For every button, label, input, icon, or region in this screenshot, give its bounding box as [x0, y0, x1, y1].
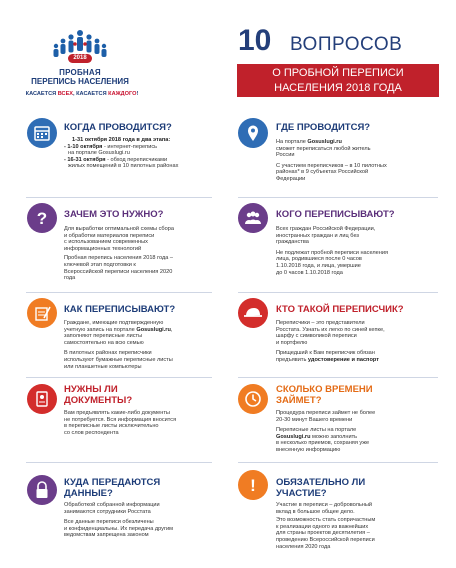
- divider: [26, 197, 212, 198]
- location-icon-circle: [238, 118, 268, 148]
- section-documents-title: НУЖНЫ ЛИ ДОКУМЕНТЫ?: [64, 384, 133, 406]
- divider: [26, 377, 212, 378]
- section-time-body: Процедура переписи займет не более 20-30 минут Вашего времени Переписные листы на портале Gosuslugi.ru можно заполнить в несколько приемов, сохраняя уже внесенную информацию: [276, 410, 376, 453]
- section-why-title: ЗАЧЕМ ЭТО НУЖНО?: [64, 209, 164, 220]
- exclamation-icon: [238, 470, 268, 500]
- header-number: 10: [238, 24, 272, 57]
- document-icon-circle: [27, 384, 57, 414]
- question-icon: [27, 203, 57, 233]
- info-icon-circle: [238, 470, 268, 500]
- section-documents-body: Вам предъявлять какие-либо документы не потребуется. Вся информация вносится в переписные листы исключительно со слов респондента: [64, 410, 177, 436]
- section-who-title: КОГО ПЕРЕПИСЫВАЮТ?: [276, 209, 395, 220]
- divider: [26, 462, 212, 463]
- calendar-icon-circle: [27, 118, 57, 148]
- calendar-icon: [27, 118, 57, 148]
- divider: [238, 292, 438, 293]
- cap-icon-circle: [238, 298, 268, 328]
- section-where-body: На портале Gosuslugi.ru сможет переписаться любой житель России С участием переписчиков – в 10 пилотных районах* в 9 субъектах Российской Федерации: [276, 139, 387, 182]
- section-how-title: КАК ПЕРЕПИСЫВАЮТ?: [64, 304, 176, 315]
- header-red-band: [237, 64, 439, 97]
- section-enumerator-body: Переписчики – это представители Росстата. Узнать их легко по синей кепке, шарфу с символикой переписи и портфелю Прищедший к Вам переписчик обязан предъявить удостоверение и паспорт: [276, 320, 385, 363]
- document-icon: [27, 384, 57, 414]
- logo-title-line2: ПЕРЕПИСЬ НАСЕЛЕНИЯ: [31, 77, 129, 86]
- cap-icon: [238, 298, 268, 328]
- people-icon-circle: [238, 203, 268, 233]
- people-icon: [238, 203, 268, 233]
- logo-slogan: КАСАЕТСЯ ВСЕХ, КАСАЕТСЯ КАЖДОГО!: [25, 91, 139, 97]
- section-enumerator-title: КТО ТАКОЙ ПЕРЕПИСЧИК?: [276, 304, 404, 315]
- section-when-title: КОГДА ПРОВОДИТСЯ?: [64, 122, 172, 133]
- logo-year: 2018: [73, 55, 87, 61]
- divider: [238, 197, 438, 198]
- form-icon-circle: [27, 298, 57, 328]
- section-data-body: Обработкой собранной информации занимаются сотрудники Росстата Все данные переписи обезличены и конфиденциальны. Их передача другим ведомствам запрещена законом: [64, 502, 173, 539]
- svg-text:?: ?: [36, 209, 48, 228]
- section-where-title: ГДЕ ПРОВОДИТСЯ?: [276, 122, 371, 133]
- svg-text:!: !: [250, 476, 256, 495]
- location-pin-icon: [238, 118, 268, 148]
- clock-icon-circle: [238, 384, 268, 414]
- section-data-title: КУДА ПЕРЕДАЮТСЯ ДАННЫЕ?: [64, 477, 161, 499]
- section-why-body: Для выработки оптимальной схемы сбора и обработки материалов переписи с использованием современных информационных технологий Пробная перепись населения 2018 года – ключевой этап подготовки к Всероссийской переписи населения 2020 года: [64, 226, 174, 282]
- divider: [238, 462, 438, 463]
- header-word: ВОПРОСОВ: [290, 34, 403, 55]
- lock-icon-circle: [27, 475, 57, 505]
- section-mandatory-title: ОБЯЗАТЕЛЬНО ЛИ УЧАСТИЕ?: [276, 477, 366, 499]
- section-how-body: Граждане, имеющие подтвержденную учетную запись на портале Gosuslugi.ru, заполняют переписные листы самостоятельно на всю семью В пилотных районах переписчики используют бумажные переписные листы или планшетные компьютеры: [64, 320, 173, 370]
- form-icon: [27, 298, 57, 328]
- question-icon-circle: [27, 203, 57, 233]
- header-band-line2: НАСЕЛЕНИЯ 2018 ГОДА: [274, 82, 402, 94]
- divider: [26, 292, 212, 293]
- clock-icon: [238, 384, 268, 414]
- section-mandatory-body: Участие в переписи – добровольный вклад в большое общее дело. Это возможность стать сопричастным к реализации одного из важнейших для страны проектов десятилетия – проведению Всероссийской переписи населения 2020 года: [276, 502, 376, 550]
- section-time-title: СКОЛЬКО ВРЕМЕНИ ЗАЙМЕТ?: [276, 384, 373, 406]
- logo-title-line1: ПРОБНАЯ: [59, 68, 101, 77]
- header-band-line1: О ПРОБНОЙ ПЕРЕПИСИ: [272, 67, 404, 79]
- section-when-body: 1-31 октября 2018 года в два этапа: - 1-10 октября - интернет-перепись на портале Gosuslugi.ru - 16-31 октября - обход переписчиками жилых помещений в 10 пилотных районах: [64, 137, 179, 170]
- lock-icon: [27, 475, 57, 505]
- divider: [238, 377, 438, 378]
- section-who-body: Всех граждан Российской Федерации, иностранных граждан и лиц без гражданства Не подлежат пробной переписи населения лица, родившиеся после 0 часов 1.10.2018 года, и лица, умершие до 0 часов 1.10.2018 года: [276, 226, 389, 276]
